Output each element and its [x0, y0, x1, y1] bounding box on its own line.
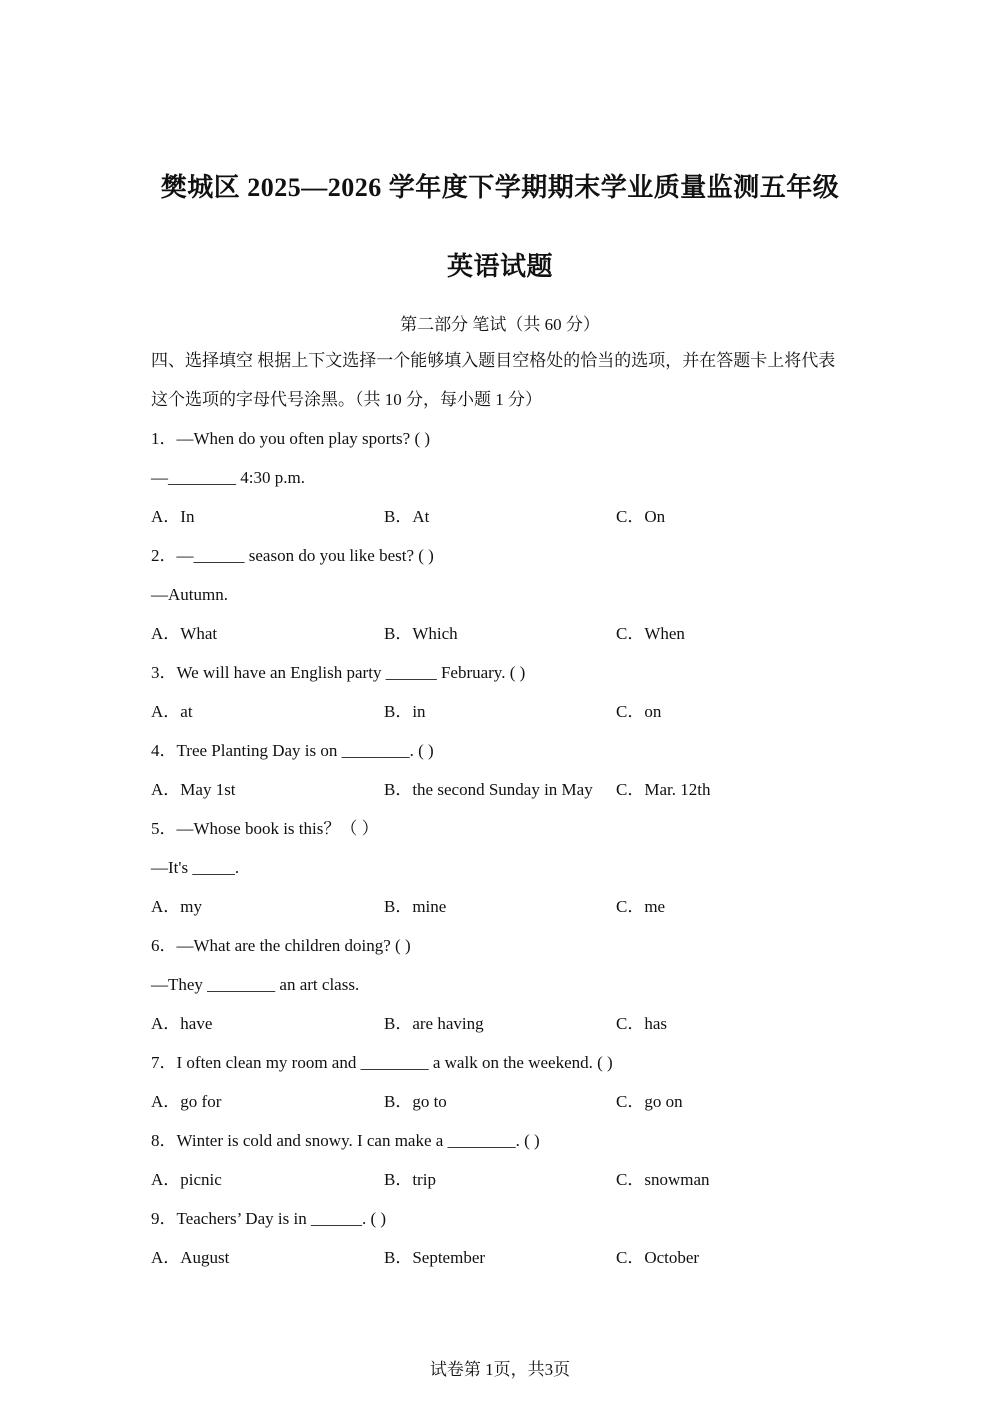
question-3 — [151, 653, 851, 731]
option-a: A．August — [151, 1248, 230, 1267]
options-row — [151, 614, 851, 653]
question-stem: 9．Teachers’ Day is in ______. ( ) — [151, 1209, 387, 1228]
question-stem: 1．—When do you often play sports? ( ) — [151, 429, 431, 448]
question-4 — [151, 731, 851, 809]
option-a: A．In — [151, 507, 195, 526]
question-stem: 6．—What are the children doing? ( ) — [151, 936, 411, 955]
option-b: B．September — [384, 1248, 486, 1267]
question-response-line: —It's _____. — [151, 858, 240, 877]
exam-title-line1: 樊城区 2025—2026 学年度下学期期末学业质量监测五年级 — [160, 173, 840, 202]
instructions: 四、选择填空 根据上下文选择一个能够填入题目空格处的恰当的选项，并在答题卡上将代表这个选项的字母代号涂黑。（共 10 分，每小题 1 分） — [151, 351, 836, 409]
section-title: 第二部分 笔试（共 60 分） — [400, 315, 600, 334]
options-row — [151, 1004, 851, 1043]
question-8 — [151, 1121, 851, 1199]
option-c: C．snowman — [616, 1170, 710, 1189]
option-c: C．has — [616, 1014, 667, 1033]
option-a: A．picnic — [151, 1170, 222, 1189]
question-response-line: —________ 4:30 p.m. — [151, 468, 305, 487]
page-footer: 试卷第 1页，共3页 — [429, 1360, 571, 1379]
question-stem: 3．We will have an English party ______ February. ( ) — [151, 663, 526, 682]
option-a: A．May 1st — [151, 780, 236, 799]
question-stem: 2．—______ season do you like best? ( ) — [151, 546, 434, 565]
option-a: A．What — [151, 624, 218, 643]
option-b: B．trip — [384, 1170, 436, 1189]
option-c: C．When — [616, 624, 685, 643]
option-a: A．go for — [151, 1092, 222, 1111]
option-c: C．On — [616, 507, 666, 526]
option-b: B．in — [384, 702, 426, 721]
option-b: B．mine — [384, 897, 447, 916]
options-row — [151, 770, 851, 809]
options-row — [151, 1238, 851, 1277]
options-row — [151, 1082, 851, 1121]
option-c: C．on — [616, 702, 662, 721]
question-1 — [151, 419, 851, 536]
option-a: A．have — [151, 1014, 213, 1033]
options-row — [151, 887, 851, 926]
question-response-line: —They ________ an art class. — [151, 975, 360, 994]
question-stem: 7．I often clean my room and ________ a walk on the weekend. ( ) — [151, 1053, 613, 1072]
question-6 — [151, 926, 851, 1043]
option-b: B．go to — [384, 1092, 447, 1111]
option-b: B．the second Sunday in May — [384, 780, 593, 799]
question-2 — [151, 536, 851, 653]
question-7 — [151, 1043, 851, 1121]
option-c: C．Mar. 12th — [616, 780, 711, 799]
option-a: A．my — [151, 897, 202, 916]
options-row — [151, 1160, 851, 1199]
option-c: C．go on — [616, 1092, 683, 1111]
question-stem: 4．Tree Planting Day is on ________. ( ) — [151, 741, 434, 760]
option-b: B．At — [384, 507, 430, 526]
question-5 — [151, 809, 851, 926]
question-stem: 5．—Whose book is this？（ ） — [151, 819, 379, 838]
options-row — [151, 497, 851, 536]
question-9 — [151, 1199, 851, 1277]
question-response-line: —Autumn. — [151, 585, 228, 604]
options-row — [151, 692, 851, 731]
option-a: A．at — [151, 702, 193, 721]
exam-title-line2: 英语试题 — [446, 252, 553, 281]
question-stem: 8．Winter is cold and snowy. I can make a ________. ( ) — [151, 1131, 540, 1150]
option-c: C．October — [616, 1248, 700, 1267]
option-b: B．are having — [384, 1014, 484, 1033]
option-b: B．Which — [384, 624, 458, 643]
option-c: C．me — [616, 897, 666, 916]
question-list — [151, 419, 851, 1277]
